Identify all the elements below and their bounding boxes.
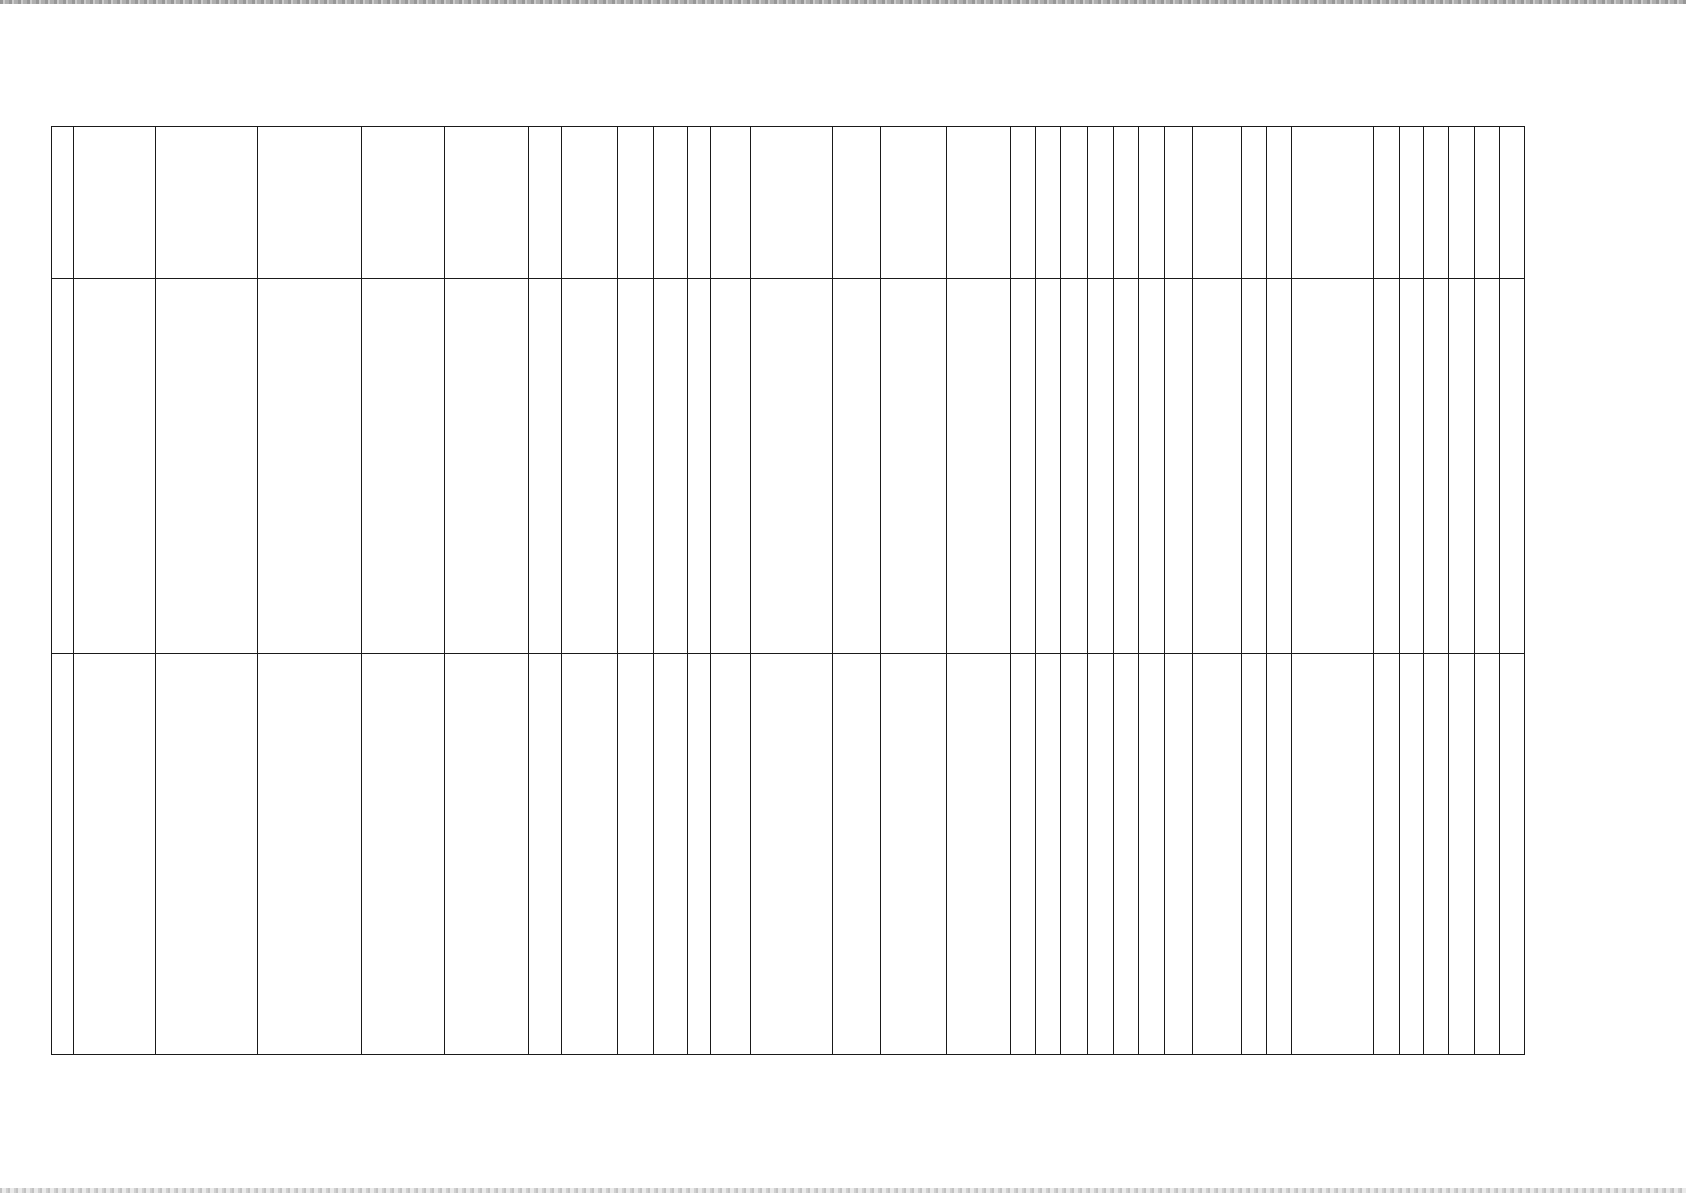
- margin-cell: [52, 653, 74, 1054]
- value-cell: [1061, 127, 1088, 279]
- responsible-department-cell: [1500, 278, 1525, 653]
- value-cell: [1267, 127, 1292, 279]
- financing-2023-part-1-cell: [1139, 653, 1165, 1054]
- margin-cell: [52, 278, 74, 653]
- municipality-cell: [156, 278, 258, 653]
- value-cell: [1475, 653, 1500, 1054]
- work-type-cell: [529, 653, 562, 1054]
- value-cell: [947, 653, 1011, 1054]
- financing-2023-part-1-cell: [1139, 278, 1165, 653]
- financing-2023-part-2-cell: [1165, 127, 1193, 279]
- table-row: [52, 653, 1615, 1054]
- scan-edge-top: [0, 0, 1686, 4]
- financing-part-1-cell: [711, 127, 751, 279]
- work-type-cell: [529, 127, 562, 279]
- responsible-department-cell: [1500, 127, 1525, 279]
- municipality-cell: [156, 127, 258, 279]
- value-cell: [1267, 653, 1292, 1054]
- object-name-cell: [362, 278, 445, 653]
- financing-2023-part-1-cell: [1139, 127, 1165, 279]
- financing-2023-part-2-cell: [1165, 278, 1193, 653]
- value-cell: [1475, 127, 1500, 279]
- total-cost-cell: [654, 278, 688, 653]
- start-year-cell: [562, 278, 618, 653]
- row-number: [74, 127, 156, 279]
- value-cell: [947, 127, 1011, 279]
- value-cell: [1242, 127, 1267, 279]
- start-year-cell: [562, 127, 618, 279]
- value-cell: [1242, 653, 1267, 1054]
- value-cell: [881, 653, 947, 1054]
- value-cell: [1424, 127, 1449, 279]
- value-cell: [1193, 127, 1242, 279]
- row-number: [74, 653, 156, 1054]
- row-number: [74, 278, 156, 653]
- table-row: [52, 127, 1615, 279]
- financing-2023-cell: [1114, 127, 1139, 279]
- financing-part-1-cell: [711, 653, 751, 1054]
- value-cell: [947, 278, 1011, 653]
- end-year-cell: [618, 278, 654, 653]
- value-cell: [1292, 127, 1374, 279]
- financing-2023-part-2-cell: [1165, 653, 1193, 1054]
- value-cell: [1036, 127, 1061, 279]
- work-type-cell: [529, 278, 562, 653]
- margin-cell: [52, 127, 74, 279]
- end-year-cell: [618, 127, 654, 279]
- value-cell: [1292, 653, 1374, 1054]
- value-cell: [1088, 127, 1114, 279]
- financing-total-cell: [688, 127, 711, 279]
- value-cell: [1088, 278, 1114, 653]
- value-cell: [833, 278, 881, 653]
- ownership-type-cell: [445, 653, 529, 1054]
- start-year-cell: [562, 653, 618, 1054]
- value-cell: [833, 653, 881, 1054]
- scan-edge-bottom: [0, 1188, 1686, 1193]
- value-cell: [1449, 127, 1475, 279]
- table-row: [52, 278, 1615, 653]
- value-cell: [1011, 127, 1036, 279]
- value-cell: [1374, 127, 1400, 279]
- investment-projects-table: [51, 126, 1615, 1055]
- object-name-cell: [362, 653, 445, 1054]
- end-year-cell: [618, 653, 654, 1054]
- value-cell: [1292, 278, 1374, 653]
- value-cell: [1011, 278, 1036, 653]
- value-cell: [1011, 653, 1036, 1054]
- value-cell: [1400, 653, 1424, 1054]
- value-cell: [1449, 653, 1475, 1054]
- object-name-cell: [362, 127, 445, 279]
- project-type-cell: [258, 278, 362, 653]
- financing-part-1-cell: [711, 278, 751, 653]
- value-cell: [1061, 278, 1088, 653]
- value-cell: [1374, 653, 1400, 1054]
- value-cell: [881, 278, 947, 653]
- value-cell: [1475, 278, 1500, 653]
- value-cell: [1424, 278, 1449, 653]
- value-cell: [1424, 653, 1449, 1054]
- total-cost-cell: [654, 127, 688, 279]
- municipality-cell: [156, 653, 258, 1054]
- value-cell: [1036, 653, 1061, 1054]
- financing-total-cell: [688, 653, 711, 1054]
- value-cell: [1374, 278, 1400, 653]
- value-cell: [1193, 653, 1242, 1054]
- value-cell: [1242, 278, 1267, 653]
- value-cell: [1400, 127, 1424, 279]
- responsible-department-cell: [1500, 653, 1525, 1054]
- value-cell: [1061, 653, 1088, 1054]
- financing-part-2-cell: [751, 653, 833, 1054]
- value-cell: [1400, 278, 1424, 653]
- ownership-type-cell: [445, 278, 529, 653]
- value-cell: [833, 127, 881, 279]
- total-cost-cell: [654, 653, 688, 1054]
- financing-2023-cell: [1114, 278, 1139, 653]
- value-cell: [1193, 278, 1242, 653]
- project-type-cell: [258, 653, 362, 1054]
- value-cell: [1267, 278, 1292, 653]
- value-cell: [1036, 278, 1061, 653]
- financing-total-cell: [688, 278, 711, 653]
- financing-2023-cell: [1114, 653, 1139, 1054]
- financing-part-2-cell: [751, 278, 833, 653]
- financing-part-2-cell: [751, 127, 833, 279]
- ownership-type-cell: [445, 127, 529, 279]
- value-cell: [1088, 653, 1114, 1054]
- project-type-cell: [258, 127, 362, 279]
- value-cell: [1449, 278, 1475, 653]
- value-cell: [881, 127, 947, 279]
